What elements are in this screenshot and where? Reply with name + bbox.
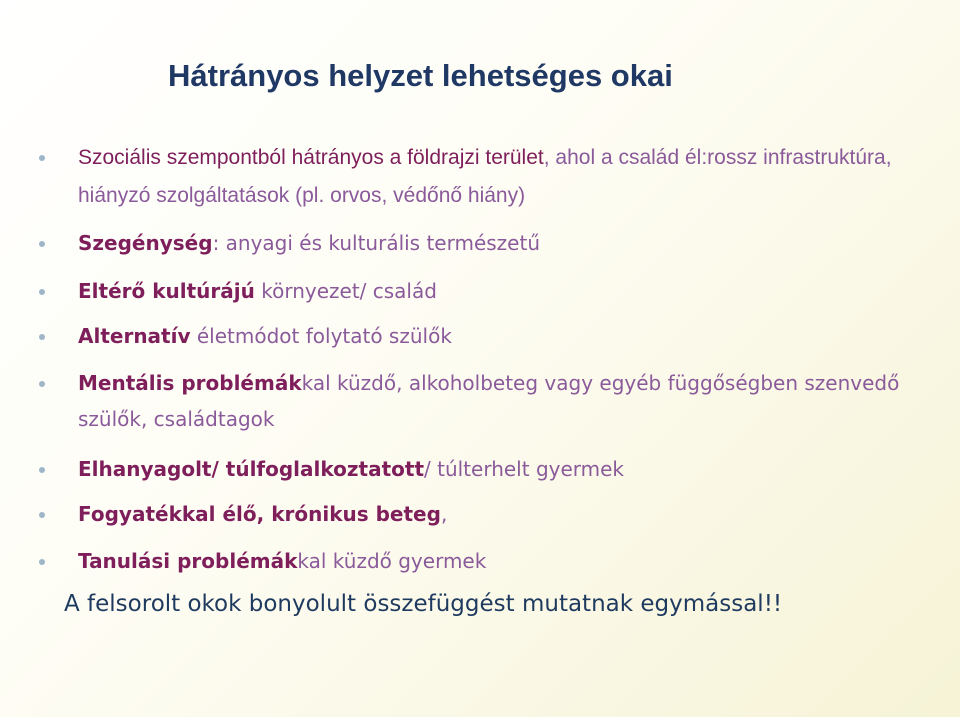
bullet-emphasis: Elhanyagolt/ túlfoglalkoztatott [78,457,425,481]
bullet-item [78,451,938,487]
bullet-dot-icon [39,289,45,295]
bullet-text: : anyagi és kulturális természetű [212,231,541,255]
bullet-text: kal küzdő gyermek [297,549,487,573]
bullet-dot-icon [39,241,45,247]
bullet-dot-icon [39,559,45,565]
bullet-emphasis: Tanulási problémák [78,549,298,573]
bullet-item [78,496,938,532]
bullet-emphasis: Mentális problémák [78,371,302,395]
bullet-text: életmódot folytató szülők [190,324,452,348]
bullet-emphasis: Fogyatékkal élő, krónikus beteg [78,502,441,526]
bullet-text: , [440,502,448,526]
bullet-item [78,318,938,354]
bullet-item [78,365,938,437]
bullet-dot-icon [39,467,45,473]
conclusion-text: A felsorolt okok bonyolult összefüggést mutatnak egymással!! [64,591,783,617]
bullet-emphasis: Eltérő kultúrájú [78,279,255,303]
bullet-item [78,225,938,261]
bullet-item [78,543,938,579]
bullet-emphasis: Szegénység [78,231,213,255]
bullet-dot-icon [39,512,45,518]
bullet-text: környezet/ család [254,279,437,303]
bullet-emphasis: Alternatív [78,324,191,348]
bullet-text: , ahol a család él:rossz infrastruktúra, hiányzó szolgáltatások (pl. orvos, védőnő hiány) [78,146,892,207]
bullet-text: kal küzdő, alkoholbeteg vagy egyéb függőségben szenvedő szülők, családtagok [78,371,900,431]
slide-title: Hátrányos helyzet lehetséges okai [168,58,673,93]
bullet-item [78,273,938,309]
bullet-dot-icon [39,155,45,161]
bullet-dot-icon [39,381,45,387]
bullet-emphasis: Szociális szempontból hátrányos a földrajzi terület [78,146,544,169]
bullet-text: / túlterhelt gyermek [424,457,625,481]
bullet-item [78,139,938,215]
bullet-dot-icon [39,334,45,340]
